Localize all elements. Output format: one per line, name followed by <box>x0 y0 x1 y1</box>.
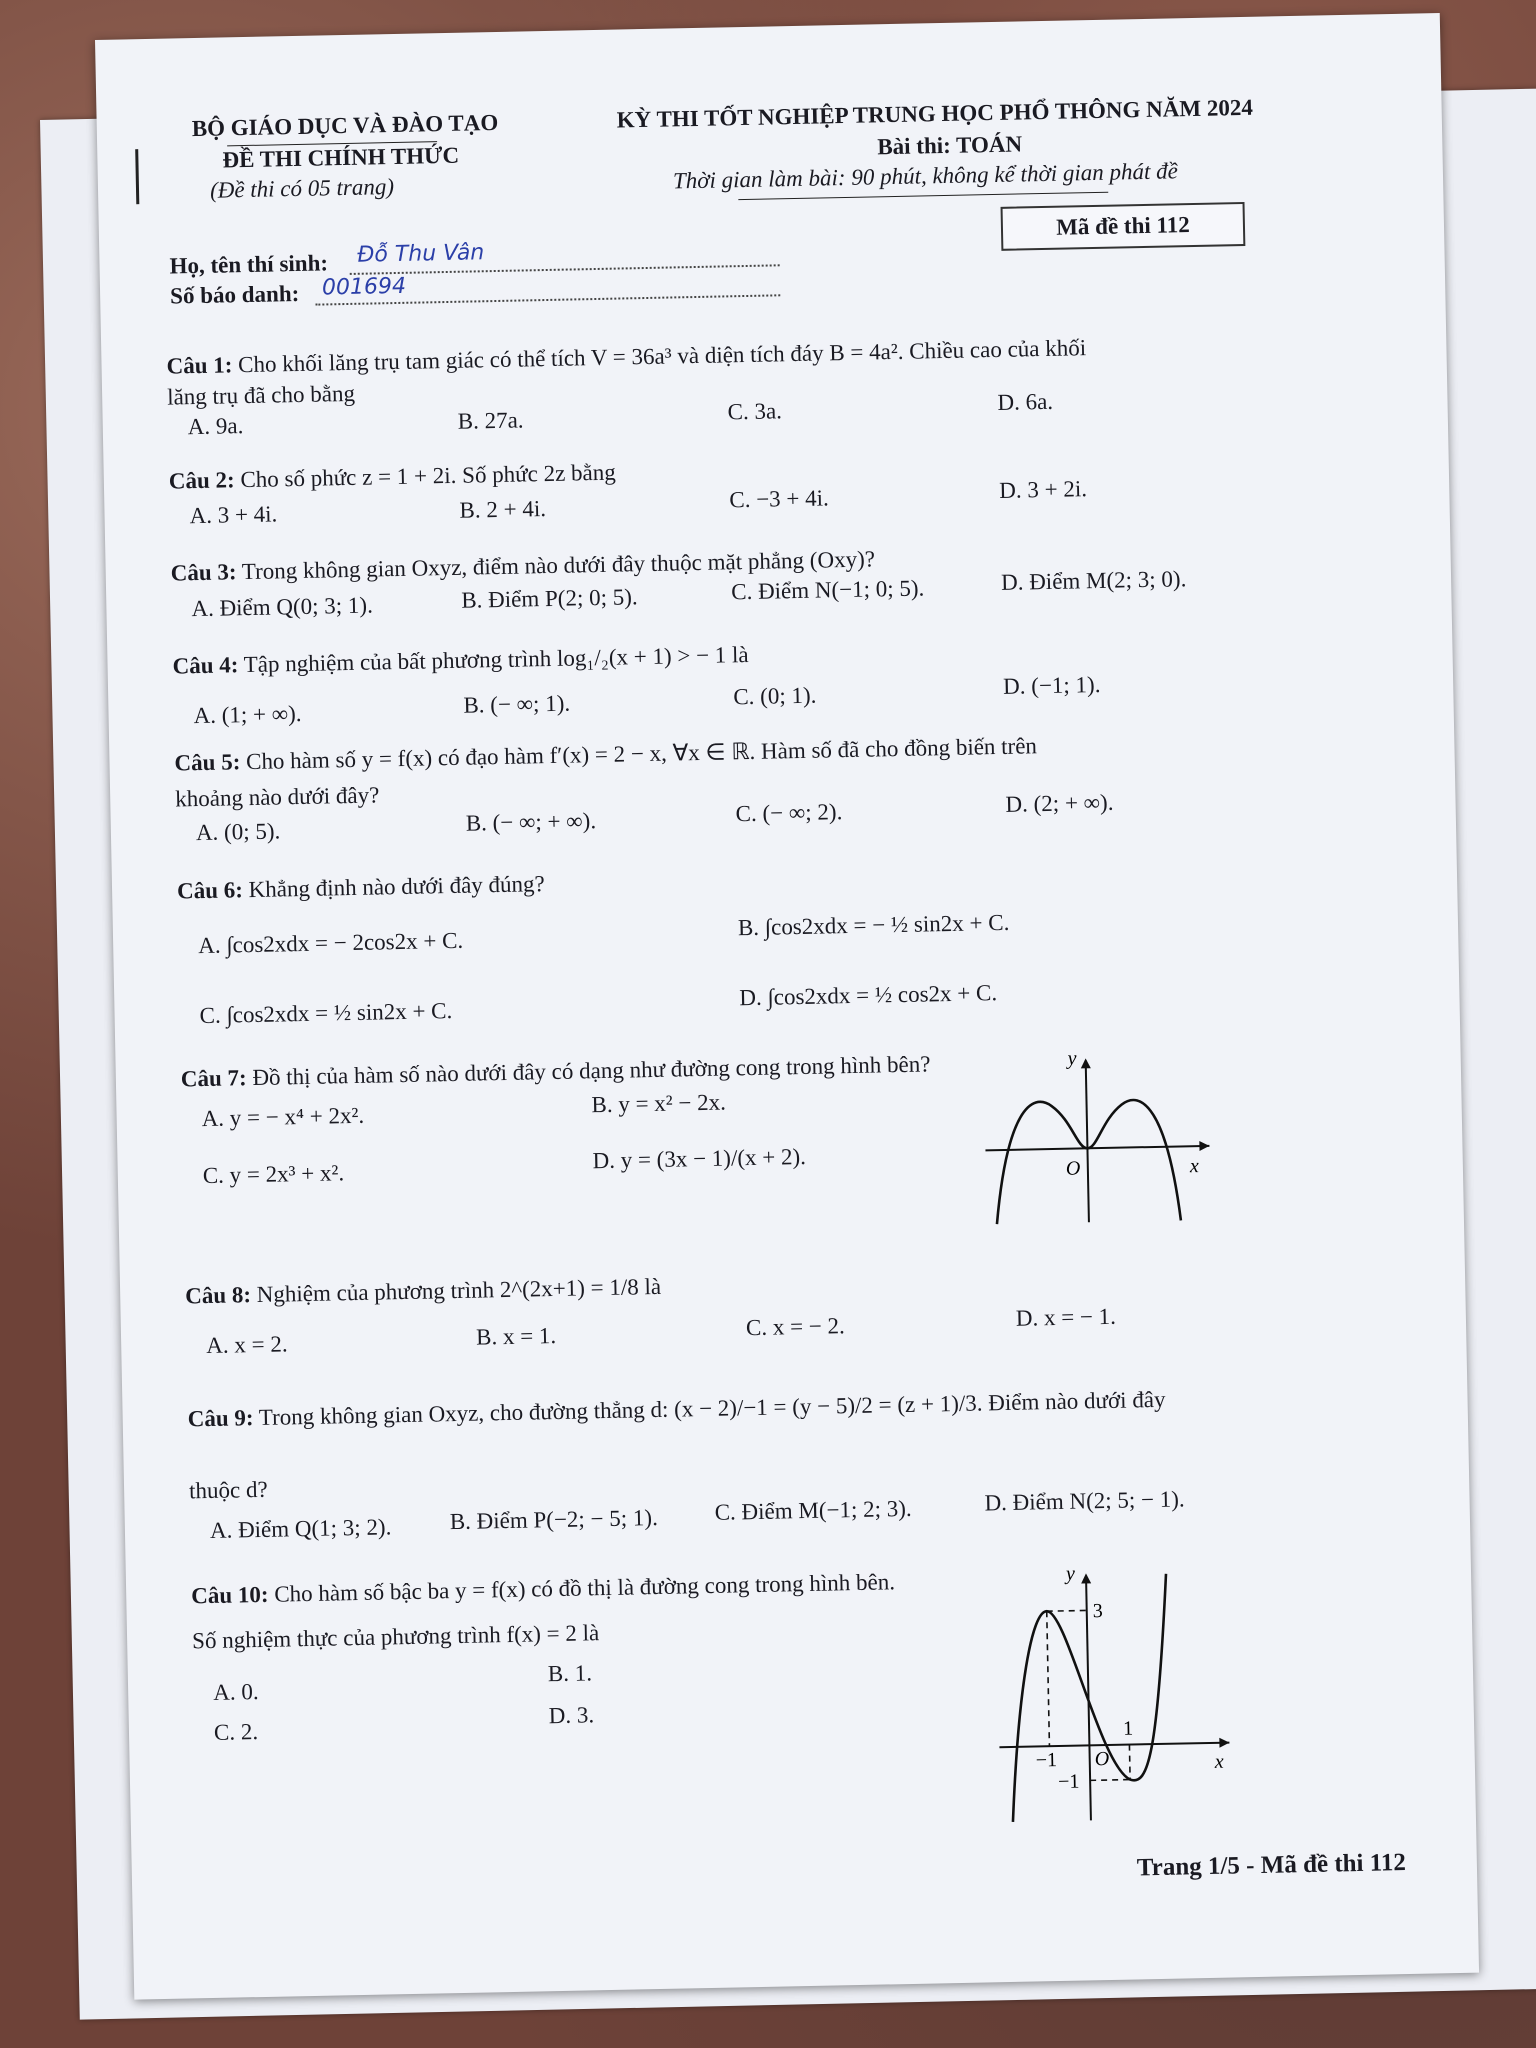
q4-text: Tập nghiệm của bất phương trình log₁/₂(x + 1) > − 1 là <box>243 642 749 678</box>
q6-option-d: D. ∫cos2xdx = ½ cos2x + C. <box>739 980 998 1011</box>
name-handwriting: Đỗ Thu Vân <box>357 240 485 268</box>
page-footer: Trang 1/5 - Mã đề thi 112 <box>1136 1849 1407 1882</box>
q4-option-d: D. (−1; 1). <box>1002 671 1101 699</box>
q7-label: Câu 7: <box>180 1065 247 1092</box>
q7-graph <box>975 1048 1219 1233</box>
time-underline <box>738 192 1108 200</box>
q8-text: Nghiệm của phương trình 2^(2x+1) = 1/8 là <box>256 1273 662 1308</box>
q4-label: Câu 4: <box>172 652 239 679</box>
q10-option-a: A. 0. <box>212 1679 259 1705</box>
q8-option-d: D. x = − 1. <box>1015 1303 1117 1331</box>
q10-max-dash <box>1047 1610 1087 1611</box>
q7-y-arrow <box>1081 1058 1091 1068</box>
q5-option-a: A. (0; 5). <box>195 818 281 846</box>
q1-option-b: B. 27a. <box>457 407 524 434</box>
q7-origin-label: O <box>1065 1157 1081 1180</box>
q6-label: Câu 6: <box>176 877 244 904</box>
id-handwriting: 001694 <box>321 273 407 301</box>
q7-x-arrow <box>1199 1141 1209 1151</box>
question-10 <box>191 1569 895 1609</box>
q7-x-axis <box>985 1146 1209 1150</box>
question-2 <box>169 460 616 495</box>
q4-option-c: C. (0; 1). <box>733 682 817 710</box>
q6-option-a: A. ∫cos2xdx = − 2cos2x + C. <box>197 927 464 959</box>
name-label: Họ, tên thí sinh: <box>169 250 329 279</box>
time-note: Thời gian làm bài: 90 phút, không kể thời gian phát đề <box>672 158 1179 194</box>
q1-label: Câu 1: <box>166 352 233 379</box>
q10-label: Câu 10: <box>190 1581 269 1609</box>
q8-option-a: A. x = 2. <box>205 1331 288 1359</box>
q10-neg-one-x-label: −1 <box>1035 1749 1058 1772</box>
q5-text-cont: khoảng nào dưới đây? <box>174 782 380 812</box>
q9-text: Trong không gian Oxyz, cho đường thẳng d: (x − 2)/−1 = (y − 5)/2 = (z + 1)/3. Điểm nào dưới đây <box>258 1386 1166 1430</box>
q10-x-label: x <box>1214 1750 1224 1773</box>
q10-max-label: 3 <box>1092 1600 1103 1623</box>
q10-min-dash <box>1090 1780 1130 1781</box>
ministry-title: BỘ GIÁO DỤC VÀ ĐÀO TẠO <box>191 109 499 142</box>
q5-option-b: B. (− ∞; + ∞). <box>465 808 597 836</box>
question-6 <box>177 871 545 904</box>
q10-graph <box>986 1562 1241 1827</box>
question-9 <box>187 1387 1165 1433</box>
q8-option-b: B. x = 1. <box>475 1323 557 1350</box>
q2-option-c: C. −3 + 4i. <box>729 485 830 513</box>
q9-option-d: D. Điểm N(2; 5; − 1). <box>984 1486 1185 1516</box>
q7-text: Đồ thị của hàm số nào dưới đây có dạng như đường cong trong hình bên? <box>252 1051 931 1091</box>
q10-min-vdash <box>1129 1745 1130 1780</box>
q2-option-d: D. 3 + 2i. <box>998 476 1088 503</box>
q7-x-label: x <box>1189 1155 1199 1178</box>
q10-y-label: y <box>1065 1562 1076 1585</box>
question-8 <box>185 1274 661 1310</box>
q6-text: Khẳng định nào dưới đây đúng? <box>248 871 545 903</box>
id-label: Số báo danh: <box>169 280 300 309</box>
q10-one-label: 1 <box>1122 1717 1134 1740</box>
q7-y-label: y <box>1067 1047 1077 1070</box>
q7-option-a: A. y = − x⁴ + 2x². <box>201 1102 365 1132</box>
exam-code-box: Mã đề thi 112 <box>1001 202 1246 251</box>
q2-option-a: A. 3 + 4i. <box>189 501 278 529</box>
q3-option-c: C. Điểm N(−1; 0; 5). <box>730 575 925 605</box>
q10-x-arrow <box>1219 1738 1229 1748</box>
q10-origin-label: O <box>1094 1747 1110 1771</box>
q10-y-arrow <box>1081 1573 1091 1583</box>
official-label: ĐỀ THI CHÍNH THỨC <box>222 142 460 173</box>
subject-label: Bài thi: TOÁN <box>877 131 1023 160</box>
q5-option-d: D. (2; + ∞). <box>1005 789 1114 817</box>
q10-option-c: C. 2. <box>213 1719 259 1745</box>
q4-option-b: B. (− ∞; 1). <box>463 690 571 718</box>
q3-label: Câu 3: <box>170 559 237 586</box>
q1-option-c: C. 3a. <box>727 398 783 425</box>
q6-option-c: C. ∫cos2xdx = ½ sin2x + C. <box>199 998 453 1029</box>
q10-text-cont: Số nghiệm thực của phương trình f(x) = 2 là <box>191 1620 600 1654</box>
q7-option-b: B. y = x² − 2x. <box>591 1089 727 1118</box>
q10-max-vdash <box>1047 1611 1050 1746</box>
exam-sheet <box>95 13 1479 2000</box>
q1-option-d: D. 6a. <box>997 388 1054 415</box>
q4-option-a: A. (1; + ∞). <box>193 700 302 729</box>
q10-neg-one-y-label: −1 <box>1057 1770 1080 1794</box>
q7-option-c: C. y = 2x³ + x². <box>202 1160 345 1189</box>
q8-option-c: C. x = − 2. <box>745 1313 846 1341</box>
q10-x-axis <box>999 1743 1229 1748</box>
q3-text: Trong không gian Oxyz, điểm nào dưới đây thuộc mặt phẳng (Oxy)? <box>241 546 876 585</box>
q9-option-a: A. Điểm Q(1; 3; 2). <box>209 1514 392 1543</box>
q10-text: Cho hàm số bậc ba y = f(x) có đồ thị là đường cong trong hình bên. <box>274 1569 896 1607</box>
q7-y-axis <box>1086 1060 1089 1222</box>
q8-label: Câu 8: <box>184 1282 252 1309</box>
pencil-mark <box>135 149 139 204</box>
q2-option-b: B. 2 + 4i. <box>459 496 547 523</box>
q3-option-a: A. Điểm Q(0; 3; 1). <box>191 592 374 622</box>
q7-option-d: D. y = (3x − 1)/(x + 2). <box>592 1143 807 1174</box>
q10-option-d: D. 3. <box>548 1702 595 1729</box>
q3-option-d: D. Điểm M(2; 3; 0). <box>1000 566 1187 595</box>
question-4 <box>172 642 749 680</box>
question-7 <box>181 1051 931 1092</box>
question-5 <box>174 733 1037 776</box>
pages-note: (Đề thi có 05 trang) <box>209 174 395 203</box>
q3-option-b: B. Điểm P(2; 0; 5). <box>461 584 638 613</box>
q2-label: Câu 2: <box>168 467 235 494</box>
q9-option-c: C. Điểm M(−1; 2; 3). <box>714 1495 912 1525</box>
q9-option-b: B. Điểm P(−2; − 5; 1). <box>449 1505 659 1535</box>
q6-option-b: B. ∫cos2xdx = − ½ sin2x + C. <box>737 909 1010 941</box>
q1-text: Cho khối lăng trụ tam giác có thể tích V = 36a³ và diện tích đáy B = 4a². Chiều cao của khối <box>237 335 1087 378</box>
q9-label: Câu 9: <box>187 1405 254 1432</box>
q9-text-cont: thuộc d? <box>188 1476 268 1504</box>
q5-label: Câu 5: <box>174 749 241 776</box>
q1-text-cont: lăng trụ đã cho bằng <box>166 380 356 410</box>
exam-title: KỲ THI TỐT NGHIỆP TRUNG HỌC PHỔ THÔNG NĂM 2024 <box>616 94 1254 133</box>
question-1 <box>166 335 1086 379</box>
q5-option-c: C. (− ∞; 2). <box>735 799 843 827</box>
q2-text: Cho số phức z = 1 + 2i. Số phức 2z bằng <box>240 459 616 493</box>
q5-text: Cho hàm số y = f(x) có đạo hàm f′(x) = 2 − x, ∀x ∈ ℝ. Hàm số đã cho đồng biến trên <box>245 733 1038 775</box>
q1-option-a: A. 9a. <box>187 413 244 440</box>
q10-option-b: B. 1. <box>547 1660 593 1687</box>
